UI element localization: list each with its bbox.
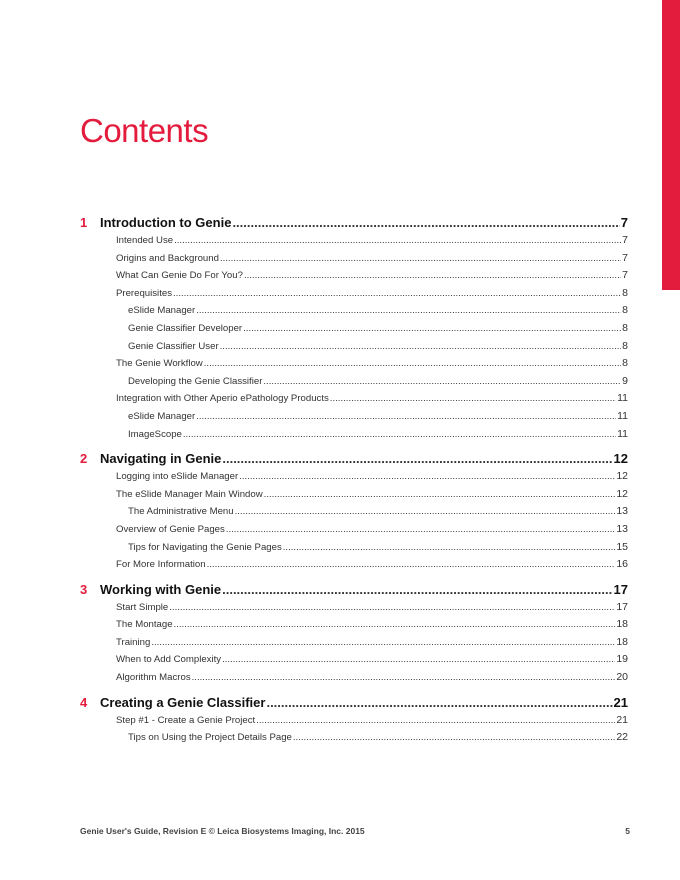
toc-entry[interactable] <box>80 269 628 287</box>
dot-leader <box>266 695 612 710</box>
toc-chapter <box>80 451 628 576</box>
entry-page-number: 17 <box>616 600 628 613</box>
toc-entry[interactable] <box>80 428 628 446</box>
entry-page-number: 11 <box>617 409 628 422</box>
entry-title: Developing the Genie Classifier <box>128 375 263 387</box>
entry-page-number: 8 <box>622 304 628 317</box>
footer-text: Genie User's Guide, Revision E © Leica Biosystems Imaging, Inc. 2015 <box>80 826 365 836</box>
toc-entry[interactable] <box>80 287 628 305</box>
toc-entry[interactable] <box>80 601 628 619</box>
toc-entry[interactable] <box>80 304 628 322</box>
dot-leader <box>283 542 616 553</box>
dot-leader <box>169 602 615 613</box>
page-title: Contents <box>80 112 209 149</box>
dot-leader <box>220 341 622 352</box>
entry-page-number: 7 <box>622 234 628 246</box>
entry-title: Start Simple <box>116 601 169 613</box>
entry-title: Prerequisites <box>116 287 172 299</box>
entry-title: Integration with Other Aperio ePathology Products <box>116 393 329 405</box>
chapter-page-number: 21 <box>613 694 628 710</box>
entry-page-number: 8 <box>622 339 628 352</box>
entry-page-number: 8 <box>622 286 628 299</box>
toc-chapter-row[interactable] <box>80 695 628 714</box>
entry-title: ImageScope <box>128 428 182 440</box>
dot-leader <box>222 451 612 466</box>
entry-title: The Genie Workflow <box>116 358 203 370</box>
entry-title: When to Add Complexity <box>116 654 222 666</box>
entry-page-number: 9 <box>622 374 628 387</box>
toc-entry[interactable] <box>80 636 628 654</box>
entry-page-number: 22 <box>616 731 628 744</box>
toc-chapter <box>80 582 628 689</box>
toc-entry[interactable] <box>80 558 628 576</box>
entry-page-number: 8 <box>622 321 628 334</box>
entry-page-number: 12 <box>616 470 628 483</box>
entry-title: The Montage <box>116 619 173 631</box>
chapter-title: Creating a Genie Classifier <box>100 694 266 710</box>
entry-page-number: 18 <box>616 618 628 631</box>
entry-page-number: 19 <box>616 653 628 666</box>
toc-chapter-row[interactable] <box>80 451 628 470</box>
dot-leader <box>192 672 616 683</box>
dot-leader <box>204 358 621 369</box>
dot-leader <box>243 323 621 334</box>
dot-leader <box>256 715 615 726</box>
chapter-page-number: 17 <box>613 581 628 597</box>
chapter-title: Navigating in Genie <box>100 451 222 467</box>
entry-page-number: 20 <box>616 671 628 684</box>
entry-page-number: 15 <box>616 540 628 553</box>
dot-leader <box>174 619 616 630</box>
toc-chapter-row[interactable] <box>80 582 628 601</box>
entry-page-number: 21 <box>616 713 628 726</box>
toc-entry[interactable] <box>80 541 628 559</box>
dot-leader <box>151 637 615 648</box>
chapter-number: 1 <box>80 215 88 230</box>
entry-title: Genie Classifier User <box>128 340 219 352</box>
chapter-page-number: 12 <box>613 451 628 467</box>
entry-title: Step #1 - Create a Genie Project <box>116 714 256 726</box>
dot-leader <box>220 253 621 264</box>
dot-leader <box>235 506 616 517</box>
entry-title: Algorithm Macros <box>116 672 191 684</box>
entry-page-number: 18 <box>616 635 628 648</box>
entry-title: Tips on Using the Project Details Page <box>128 732 292 744</box>
toc-entry[interactable] <box>80 392 628 410</box>
entry-title: Tips for Navigating the Genie Pages <box>128 541 282 553</box>
entry-title: Intended Use <box>116 235 174 246</box>
toc-entry[interactable] <box>80 653 628 671</box>
entry-title: For More Information <box>116 559 206 571</box>
dot-leader <box>232 215 619 230</box>
dot-leader <box>173 288 621 299</box>
toc-entry[interactable] <box>80 671 628 689</box>
dot-leader <box>222 654 615 665</box>
dot-leader <box>264 489 616 500</box>
toc-entry[interactable] <box>80 505 628 523</box>
dot-leader <box>207 559 616 570</box>
toc-entry[interactable] <box>80 252 628 270</box>
toc-entry[interactable] <box>80 731 628 749</box>
entry-page-number: 13 <box>616 522 628 535</box>
entry-page-number: 12 <box>616 487 628 500</box>
dot-leader <box>239 471 615 482</box>
entry-page-number: 16 <box>616 558 628 571</box>
entry-title: Overview of Genie Pages <box>116 523 225 535</box>
chapter-title: Introduction to Genie <box>100 215 232 230</box>
entry-page-number: 8 <box>622 357 628 370</box>
dot-leader <box>263 376 621 387</box>
entry-title: eSlide Manager <box>128 410 196 422</box>
toc-chapter <box>80 695 628 749</box>
entry-title: eSlide Manager <box>128 305 196 317</box>
toc-entry[interactable] <box>80 322 628 340</box>
dot-leader <box>330 393 616 404</box>
dot-leader <box>183 429 616 440</box>
entry-title: Training <box>116 636 151 648</box>
chapter-number: 3 <box>80 581 88 597</box>
table-of-contents <box>80 215 628 755</box>
toc-chapter-row[interactable] <box>80 215 628 234</box>
dot-leader <box>174 235 621 246</box>
toc-entry[interactable] <box>80 340 628 358</box>
dot-leader <box>196 305 621 316</box>
dot-leader <box>244 270 621 281</box>
chapter-title: Working with Genie <box>100 581 222 597</box>
entry-title: The Administrative Menu <box>128 506 234 518</box>
entry-title: Logging into eSlide Manager <box>116 471 239 483</box>
entry-page-number: 11 <box>617 427 628 440</box>
toc-entry[interactable] <box>80 410 628 428</box>
entry-page-number: 7 <box>622 251 628 264</box>
dot-leader <box>196 411 616 422</box>
toc-entry[interactable] <box>80 618 628 636</box>
entry-title: The eSlide Manager Main Window <box>116 488 263 500</box>
dot-leader <box>222 582 612 597</box>
toc-entry[interactable] <box>80 470 628 488</box>
toc-entry[interactable] <box>80 523 628 541</box>
dot-leader <box>293 732 615 743</box>
entry-title: What Can Genie Do For You? <box>116 270 243 282</box>
chapter-number: 2 <box>80 451 88 467</box>
chapter-number: 4 <box>80 694 88 710</box>
toc-entry[interactable] <box>80 357 628 375</box>
footer-page-number: 5 <box>625 826 630 836</box>
entry-page-number: 11 <box>617 392 628 405</box>
toc-entry[interactable] <box>80 488 628 506</box>
entry-title: Origins and Background <box>116 252 219 264</box>
entry-page-number: 13 <box>616 505 628 518</box>
chapter-page-number: 7 <box>620 215 628 230</box>
toc-chapter <box>80 215 628 445</box>
accent-bar <box>662 0 680 290</box>
entry-title: Genie Classifier Developer <box>128 322 243 334</box>
toc-entry[interactable] <box>80 234 628 252</box>
entry-page-number: 7 <box>622 269 628 282</box>
toc-entry[interactable] <box>80 375 628 393</box>
page-footer <box>80 826 630 836</box>
toc-entry[interactable] <box>80 714 628 732</box>
dot-leader <box>226 524 616 535</box>
